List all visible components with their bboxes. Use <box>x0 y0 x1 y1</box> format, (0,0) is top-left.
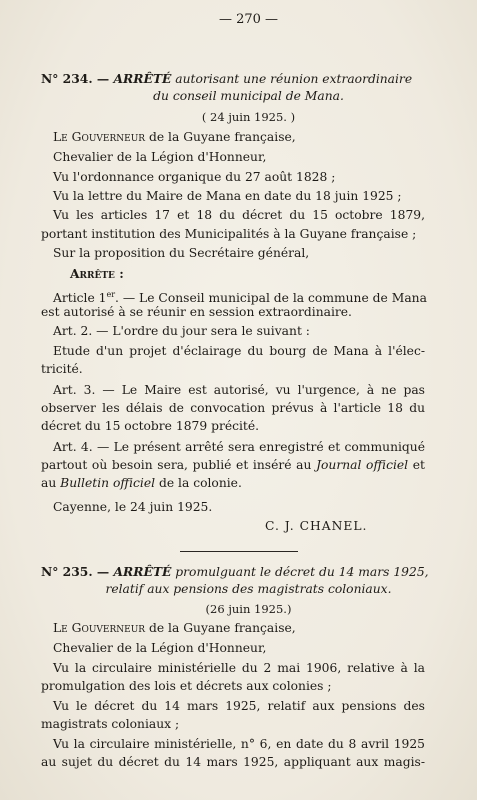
arrete-234-title-1: autorisant une réunion extraordinaire <box>175 72 413 86</box>
arrete-234-article-4-3 <box>41 476 477 491</box>
arrete-234-gouverneur <box>53 130 477 145</box>
arrete-234-vu-3: Vu les articles 17 et 18 du décret du 15 octobre 1879, <box>53 208 425 222</box>
article-4-end: et <box>408 458 425 472</box>
journal-officiel: Journal officiel <box>316 458 409 472</box>
arrete-235-gouverneur <box>53 621 477 636</box>
arrete-235-number: N° 235. <box>41 564 93 579</box>
arrete-234-vu-1: Vu l'ordonnance organique du 27 août 1828 ; <box>53 170 336 184</box>
arrete-235-title-2: relatif aux pensions des magistrats coloniaux. <box>105 582 392 596</box>
arrete-234-vu-2: Vu la lettre du Maire de Mana en date du 18 juin 1925 ; <box>53 189 402 203</box>
arrete-235-heading <box>41 564 447 580</box>
arrete-234-vu-3b: portant institution des Municipalités à la Guyane française ; <box>41 227 417 241</box>
article-4-colonie: de la colonie. <box>155 476 242 490</box>
heading-dash: — <box>92 564 114 579</box>
arrete-234-etude-1: Etude d'un projet d'éclairage du bourg de Mana à l'élec- <box>53 344 425 358</box>
arrete-234-number: N° 234. <box>41 71 93 86</box>
arrete-235-date: (26 juin 1925.) <box>205 602 292 616</box>
arrete-234-arrete-label: Arrête : <box>70 266 124 281</box>
bulletin-officiel: Bulletin officiel <box>60 476 156 490</box>
arrete-234-article-1 <box>53 287 425 306</box>
article-1-text: . — Le Conseil municipal de la commune de Mana <box>115 291 427 306</box>
section-separator <box>180 551 298 552</box>
gouverneur-rest: de la Guyane française, <box>145 130 296 144</box>
article-4-au: au <box>41 476 61 490</box>
heading-dash: — <box>92 71 114 86</box>
arrete-234-signature: C. J. CHANEL. <box>265 519 368 533</box>
arrete-234-place-date: Cayenne, le 24 juin 1925. <box>53 500 213 514</box>
arrete-234-date: ( 24 juin 1925. ) <box>201 110 296 124</box>
arrete-235-title-1: promulguant le décret du 14 mars 1925, <box>175 565 429 579</box>
arrete-234-title-2: du conseil municipal de Mana. <box>153 89 344 103</box>
arrete-234-heading <box>41 71 447 87</box>
arrete-235-vu-3-2: au sujet du décret du 14 mars 1925, appliquant aux magis- <box>41 755 425 769</box>
arrete-234-article-3-1: Art. 3. — Le Maire est autorisé, vu l'urgence, à ne pas <box>53 383 425 397</box>
arrete-234-article-3-2: observer les délais de convocation prévus à l'article 18 du <box>41 401 425 415</box>
page-number: — 270 — <box>218 12 279 27</box>
arrete-235-vu-1-2: promulgation des lois et décrets aux colonies ; <box>41 679 332 693</box>
arrete-234-article-4-2 <box>41 458 425 473</box>
gouverneur-rest: de la Guyane française, <box>145 621 296 635</box>
arrete-235-vu-2-2: magistrats coloniaux ; <box>41 717 180 731</box>
arrete-234-article-1-line-2: est autorisé à se réunir en session extraordinaire. <box>41 305 352 319</box>
article-4-text: partout où besoin sera, publié et inséré au <box>41 458 312 472</box>
gouverneur-title: Le Gouverneur <box>53 621 146 635</box>
arrete-235-vu-3-1: Vu la circulaire ministérielle, n° 6, en date du 8 avril 1925 <box>53 737 425 751</box>
arrete-234-chevalier: Chevalier de la Légion d'Honneur, <box>53 150 267 164</box>
gouverneur-title: Le Gouverneur <box>53 130 146 144</box>
arrete-234-article-3-3: décret du 15 octobre 1879 précité. <box>41 419 260 433</box>
arrete-234-label: ARRÊTÉ <box>113 71 172 86</box>
arrete-234-proposition: Sur la proposition du Secrétaire général, <box>53 246 310 260</box>
arrete-235-vu-1-1: Vu la circulaire ministérielle du 2 mai 1906, relative à la <box>53 661 425 675</box>
arrete-234-etude-2: tricité. <box>41 362 83 376</box>
arrete-235-chevalier: Chevalier de la Légion d'Honneur, <box>53 641 267 655</box>
arrete-235-label: ARRÊTÉ <box>113 564 172 579</box>
arrete-234-article-4-1: Art. 4. — Le présent arrêté sera enregistré et communiqué <box>53 440 425 454</box>
article-1-label: Article 1 <box>53 291 107 306</box>
arrete-235-vu-2-1: Vu le décret du 14 mars 1925, relatif aux pensions des <box>53 699 425 713</box>
arrete-234-article-2: Art. 2. — L'ordre du jour sera le suivant : <box>53 324 310 338</box>
article-1-superscript: er <box>106 290 116 299</box>
